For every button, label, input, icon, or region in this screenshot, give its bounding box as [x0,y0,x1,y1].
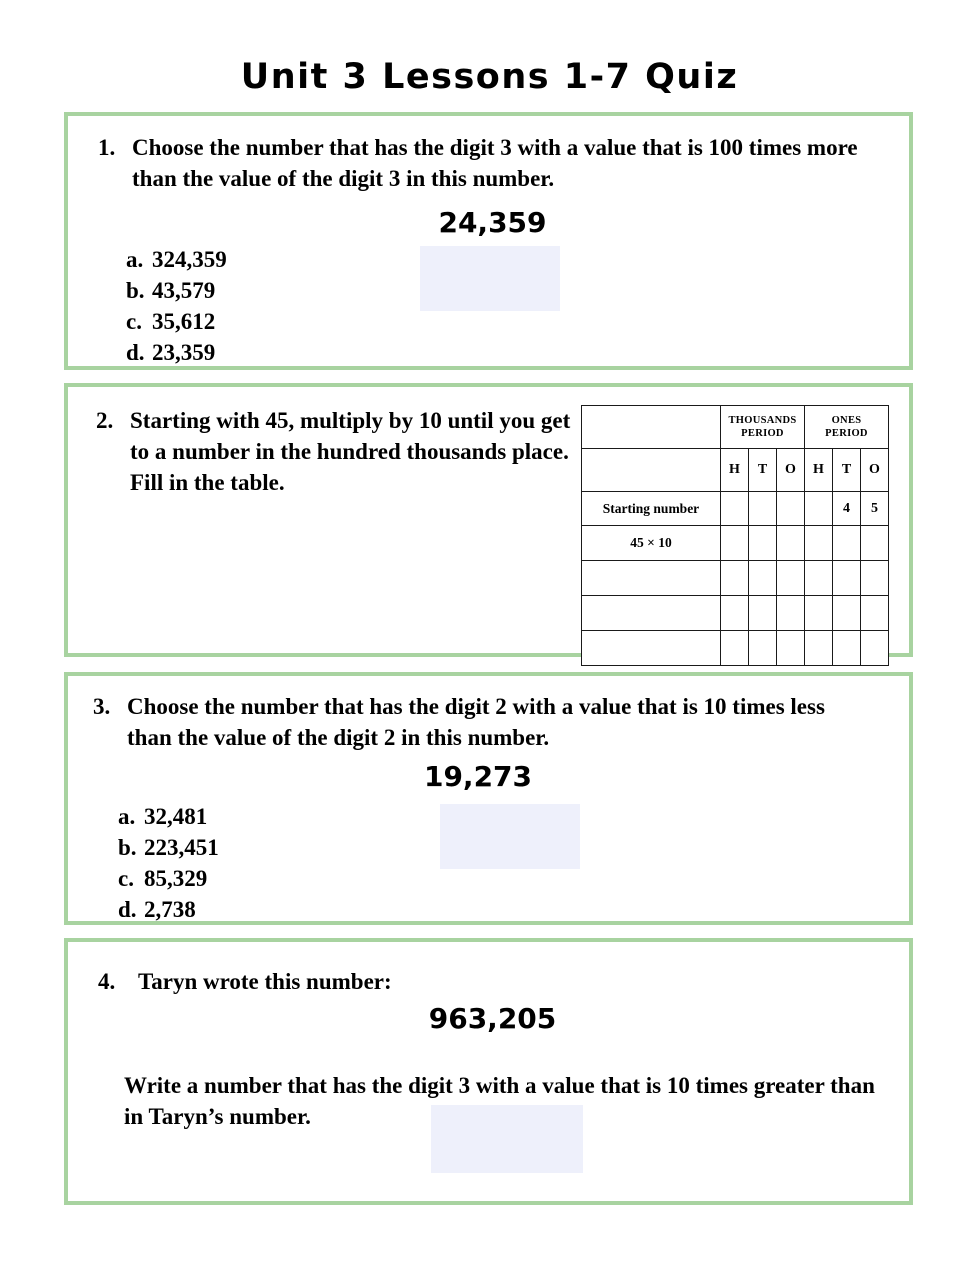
question-1-answer-box[interactable] [420,246,560,311]
question-block-3 [64,672,913,925]
choice-letter: a. [118,804,136,829]
table-cell[interactable] [833,526,861,561]
table-cell[interactable] [833,596,861,631]
table-cell[interactable] [749,492,777,526]
table-cell[interactable] [777,596,805,631]
choice-letter: b. [118,835,137,860]
question-1-choice-d[interactable] [126,337,227,368]
table-cell[interactable] [749,631,777,666]
table-cell[interactable] [721,526,749,561]
choice-letter: c. [126,309,142,334]
question-3-answer-box[interactable] [440,804,580,869]
place-value-table-wrapper [581,405,889,666]
table-cell[interactable] [805,526,833,561]
question-1-choice-a[interactable] [126,244,227,275]
table-cell[interactable] [721,492,749,526]
table-cell[interactable] [833,631,861,666]
choice-letter: d. [126,340,145,365]
question-1-text: Choose the number that has the digit 3 with a value that is 100 times more than the value of the digit 3 in this number. [132,135,858,191]
thousands-period-header [721,406,805,449]
table-cell[interactable] [861,596,889,631]
choice-value: 223,451 [144,835,219,860]
place-header-thousands-o: O [777,449,805,492]
table-cell[interactable] [861,526,889,561]
table-corner-cell [582,406,721,449]
question-4-focus-number: 963,205 [428,1002,557,1035]
table-cell[interactable] [777,561,805,596]
question-3-number: 3. [93,694,111,719]
table-cell[interactable] [805,596,833,631]
choice-value: 85,329 [144,866,208,891]
table-cell-tens-4[interactable]: 4 [833,492,861,526]
place-header-ones-t: T [833,449,861,492]
question-3-choice-d[interactable] [118,894,219,925]
question-4-text: Taryn wrote this number: [138,969,392,994]
table-period-header-row [582,406,889,449]
row-label-45x10: 45 × 10 [582,526,721,561]
row-label-blank[interactable] [582,596,721,631]
place-header-thousands-t: T [749,449,777,492]
table-cell[interactable] [721,561,749,596]
thousands-period-line1: THOUSANDS [728,415,797,426]
table-blank-cell [582,449,721,492]
question-4-prompt-row [98,966,698,997]
question-1-focus-number: 24,359 [438,206,547,239]
table-cell[interactable] [861,561,889,596]
question-4-number: 4. [98,969,116,994]
table-cell[interactable] [833,561,861,596]
table-cell[interactable] [805,492,833,526]
table-cell[interactable] [721,596,749,631]
row-label-blank[interactable] [582,631,721,666]
ones-period-header [805,406,889,449]
place-value-table [581,405,889,666]
question-1-number: 1. [98,135,116,160]
question-3-choices [118,801,219,925]
table-row [582,492,889,526]
table-row [582,596,889,631]
choice-value: 32,481 [144,804,208,829]
question-block-4 [64,938,913,1205]
table-cell[interactable] [805,561,833,596]
table-place-header-row [582,449,889,492]
question-3-focus-number: 19,273 [423,760,533,793]
place-header-thousands-h: H [721,449,749,492]
table-row [582,526,889,561]
ones-period-line1: ONES [831,415,862,426]
question-1-choice-c[interactable] [126,306,227,337]
choice-value: 324,359 [152,247,227,272]
place-header-ones-o: O [861,449,889,492]
choice-value: 35,612 [152,309,216,334]
choice-letter: c. [118,866,134,891]
choice-value: 23,359 [152,340,216,365]
question-block-2 [64,383,913,657]
question-2-prompt-row [96,405,606,498]
table-cell[interactable] [777,631,805,666]
question-1-choices [126,244,227,368]
question-3-choice-a[interactable] [118,801,219,832]
question-3-prompt-row [93,691,883,753]
question-1-choice-b[interactable] [126,275,227,306]
page-title: Unit 3 Lessons 1-7 Quiz [240,57,739,97]
table-cell[interactable] [749,596,777,631]
question-block-1 [64,112,913,370]
table-cell[interactable] [749,526,777,561]
place-header-ones-h: H [805,449,833,492]
choice-value: 43,579 [152,278,216,303]
table-cell[interactable] [805,631,833,666]
table-row [582,561,889,596]
thousands-period-line2: PERIOD [741,428,784,439]
question-4-secondary-text: Write a number that has the digit 3 with a value that is 10 times greater than in Taryn’s number. [124,1073,875,1129]
table-cell-ones-5[interactable]: 5 [861,492,889,526]
table-row [582,631,889,666]
choice-letter: b. [126,278,145,303]
choice-value: 2,738 [144,897,196,922]
ones-period-line2: PERIOD [825,428,868,439]
question-1-prompt-row [98,132,888,194]
question-4-answer-box[interactable] [431,1105,583,1173]
table-cell[interactable] [777,526,805,561]
question-3-choice-b[interactable] [118,832,219,863]
table-cell[interactable] [749,561,777,596]
table-cell[interactable] [721,631,749,666]
row-label-starting-number: Starting number [582,492,721,526]
row-label-blank[interactable] [582,561,721,596]
question-2-text: Starting with 45, multiply by 10 until you get to a number in the hundred thousands place. Fill in the table. [130,408,571,495]
question-3-choice-c[interactable] [118,863,219,894]
table-cell[interactable] [861,631,889,666]
question-3-text: Choose the number that has the digit 2 with a value that is 10 times less than the value of the digit 2 in this number. [127,694,825,750]
table-cell[interactable] [777,492,805,526]
choice-letter: a. [126,247,144,272]
question-2-number: 2. [96,408,114,433]
choice-letter: d. [118,897,137,922]
